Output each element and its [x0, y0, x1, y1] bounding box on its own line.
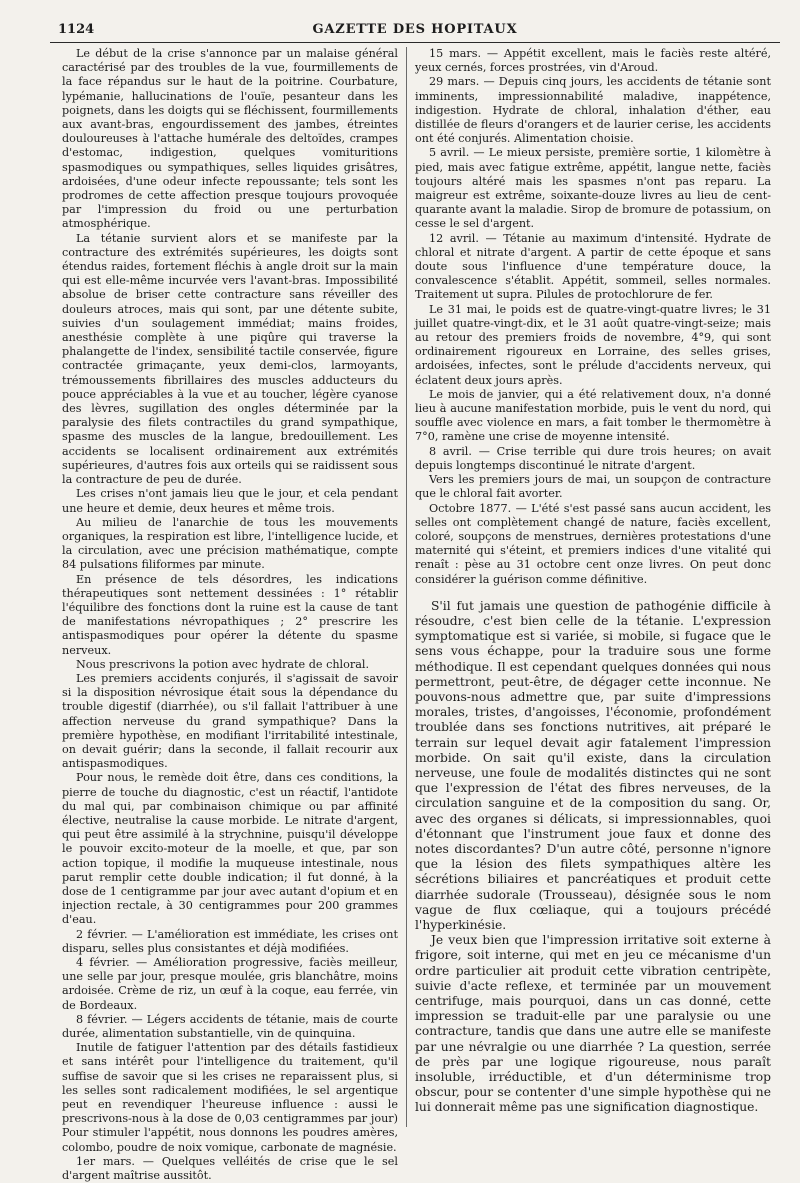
paragraph: Inutile de fatiguer l'attention par des détails fastidieux et sans intérêt pour l'intelligence du traitement, qu'il suffise de savoir que si les crises ne reparaissent plus, si les selles sont radicalement modifiées, le sel argentique peut en revendiquer l'heureuse influence : aussi le prescrivons-nous à la dose de 0,03 centigrammes par jour) Pour stimuler l'appétit, nous donnons les poudres amères, colombo, poudre de noix vomique, carbonate de magnésie. [62, 1041, 398, 1154]
header-rule [50, 42, 780, 43]
paragraph: 2 février. — L'amélioration est immédiate, les crises ont disparu, selles plus consistantes et déjà modifiées. [62, 927, 398, 955]
paragraph: 8 avril. — Crise terrible qui dure trois heures; on avait depuis longtemps discontinué le nitrate d'argent. [415, 444, 771, 472]
paragraph: Le début de la crise s'annonce par un malaise général caractérisé par des troubles de la vue, fourmillements de la face répandus sur le haut de la poitrine. Courbature, lypémanie, hallucinations de l'ouïe, pesanteur dans les poignets, dans les doigts qui se fléchissent, fourmillements aux avant-bras, engourdissement des jambes, étreintes douloureuses à l'attache humérale des deltoïdes, crampes d'estomac, indigestion, quelques vomituritions spasmodiques ou sympathiques, selles liquides grisâtres, ardoisées, d'une odeur infecte repoussante; tels sont les prodromes de cette affection presque toujours provoquée par l'impression du froid ou une perturbation atmosphérique. [62, 47, 398, 231]
paragraph: Les premiers accidents conjurés, il s'agissait de savoir si la disposition névrosique était sous la dépendance du trouble digestif (diarrhée), ou s'il fallait l'attribuer à une affection nerveuse du grand sympathique? Dans la première hypothèse, en modifiant l'irritabilité intestinale, on devait guérir; dans la seconde, il fallait recourir aux antispasmodiques. [62, 671, 398, 771]
paragraph: Pour nous, le remède doit être, dans ces conditions, la pierre de touche du diagnostic, c'est un réactif, l'antidote du mal qui, par combinaison chimique ou par affinité élective, neutralise la cause morbide. Le nitrate d'argent, qui peut être assimilé à la strychnine, puisqu'il développe le pouvoir excito-moteur de la moelle, et que, par son action topique, il modifie la muqueuse intestinale, nous parut remplir cette double indication; il fut donné, à la dose de 1 centigramme par jour avec autant d'opium et en injection rectale, à 30 centigrammes pour 200 grammes d'eau. [62, 771, 398, 927]
column-divider [406, 47, 407, 1127]
page-header [50, 18, 780, 42]
right-column [415, 47, 771, 1116]
discussion-section [415, 599, 771, 1116]
left-column [62, 47, 398, 1183]
paragraph: Le 31 mai, le poids est de quatre-vingt-quatre livres; le 31 juillet quatre-vingt-dix, et le 31 août quatre-vingt-seize; mais au retour des premiers froids de novembre, 4°9, qui sont ordinairement rigoureux en Lorraine, des selles grises, ardoisées, infectes, sont le prélude d'accidents nerveux, qui éclatent deux jours après. [415, 302, 771, 387]
paragraph: Je veux bien que l'impression irritative soit externe à frigore, soit interne, qui met en jeu ce mécanisme d'un ordre particulier ait produit cette vibration centripète, suivie d'acte reflexe, et terminée par un mouvement centrifuge, mais pourquoi, dans un cas donné, cette impression se traduit-elle par une paralysie ou une contracture, tandis que dans une autre elle se manifeste par une névralgie ou une diarrhée ? La question, serrée de près par une logique rigoureuse, nous paraît insoluble, irréductible, et d'un déterminisme trop obscur, pour se contenter d'une simple hypothèse qui ne lui donnerait même pas une signification diagnostique. [415, 933, 771, 1115]
paragraph: 1er mars. — Quelques velléités de crise que le sel d'argent maîtrise aussitôt. [62, 1154, 398, 1183]
journal-title: GAZETTE DES HOPITAUX [312, 22, 518, 37]
paragraph: Nous prescrivons la potion avec hydrate de chloral. [76, 657, 370, 671]
paragraph: Octobre 1877. — L'été s'est passé sans aucun accident, les selles ont complètement changé de nature, faciès excellent, coloré, soupçons de menstrues, dernières protestations d'une maternité qui s'éteint, et premiers indices d'une vitalité qui renaît : pèse au 31 octobre cent onze livres. On peut donc considérer la guérison comme définitive. [415, 501, 771, 586]
paragraph: Vers les premiers jours de mai, un soupçon de contracture que le chloral fait avorter. [415, 473, 771, 501]
paragraph: 29 mars. — Depuis cinq jours, les accidents de tétanie sont imminents, impressionnabilité maladive, inappétence, indigestion. Hydrate de chloral, inhalation d'éther, eau distillée de fleurs d'orangers et de laurier cerise, les accidents ont été conjurés. Alimentation choisie. [415, 75, 771, 146]
paragraph: Le mois de janvier, qui a été relativement doux, n'a donné lieu à aucune manifestation morbide, puis le vent du nord, qui souffle avec violence en mars, a fait tomber le thermomètre à 7°0, ramène une crise de moyenne intensité. [415, 387, 771, 444]
paragraph: 15 mars. — Appétit excellent, mais le faciès reste altéré, yeux cernés, forces prostrées, vin d'Aroud. [415, 47, 771, 75]
paragraph: La tétanie survient alors et se manifeste par la contracture des extrémités supérieures, les doigts sont étendus raides, fortement fléchis à angle droit sur la main qui est elle-même incurvée vers l'avant-bras. Impossibilité absolue de briser cette contracture sans réveiller des douleurs atroces, mais qui sont, par une détente subite, suivies d'un soulagement immédiat; mains froides, anesthésie complète à une piqûre qui traverse la phalangette de l'index, sensibilité tactile conservée, figure contractée grimaçante, yeux demi-clos, larmoyants, trémoussements fibrillaires des muscles adducteurs du pouce appréciables à la vue et au toucher, légère cyanose des lèvres, sugillation des ongles déterminée par la paralysie des filets contractiles du grand sympathique, spasme des muscles de la langue, bredouillement. Les accidents se localisent ordinairement aux extrémités supérieures, d'autres fois aux orteils qui se raidissent sous la contracture de peu de durée. [62, 231, 398, 487]
paragraph: En présence de tels désordres, les indications thérapeutiques sont nettement dessinées : 1° rétablir l'équilibre des fonctions dont la ruine est la cause de tant de manifestations névropathiques ; 2° prescrire les antispasmodiques pour opérer la détente du spasme nerveux. [62, 572, 398, 657]
paragraph: 12 avril. — Tétanie au maximum d'intensité. Hydrate de chloral et nitrate d'argent. A partir de cette époque et sans doute sous l'influence d'une température douce, la convalescence s'établit. Appétit, sommeil, selles normales. Traitement ut supra. Pilules de protochlorure de fer. [415, 231, 771, 302]
paragraph: Les crises n'ont jamais lieu que le jour, et cela pendant une heure et demie, deux heures et même trois. [62, 487, 398, 515]
paragraph: Au milieu de l'anarchie de tous les mouvements organiques, la respiration est libre, l'intelligence lucide, et la circulation, avec une précision mathématique, compte 84 pulsations filiformes par minute. [62, 515, 398, 572]
paragraph: 4 février. — Amélioration progressive, faciès meilleur, une selle par jour, presque moulée, gris blanchâtre, moins ardoisée. Crème de riz, un œuf à la coque, eau ferrée, vin de Bordeaux. [62, 956, 398, 1012]
paragraph: 8 février. — Légers accidents de tétanie, mais de courte durée, alimentation substantielle, vin de quinquina. [62, 1012, 398, 1041]
paragraph: 5 avril. — Le mieux persiste, première sortie, 1 kilomètre à pied, mais avec fatigue extrême, appétit, langue nette, faciès toujours altéré mais les spasmes n'ont pas reparu. La maigreur est extrême, soixante-douze livres au lieu de cent-quarante avant la maladie. Sirop de bromure de potassium, on cesse le sel d'argent. [415, 146, 771, 231]
paragraph: S'il fut jamais une question de pathogénie difficile à résoudre, c'est bien celle de la tétanie. L'expression symptomatique est si variée, si mobile, si fugace que le sens vous échappe, pour la traduire sous une forme méthodique. Il est cependant quelques données qui nous permettront, peut-être, de dégager cette inconnue. Ne pouvons-nous admettre que, par suite d'impressions morales, tristes, d'angoisses, l'économie, profondément troublée dans ses fonctions nutritives, ait préparé le terrain sur lequel devait agir fatalement l'impression morbide. On sait qu'il existe, dans la circulation nerveuse, une foule de modalités distinctes qui ne sont que l'expression de l'état des fibres nerveuses, de la circulation sanguine et de la composition du sang. Or, avec des organes si délicats, si impressionnables, quoi d'étonnant que l'instrument joue faux et donne des notes discordantes? D'un autre côté, personne n'ignore que la lésion des filets sympathiques altère les sécrétions biliaires et pancréatiques et produit cette diarrhée sudorale (Trousseau), désignée sous le nom vague de flux cœliaque, qui a toujours précédé l'hyperkinésie. [415, 598, 771, 932]
page-number: 1124 [58, 22, 95, 37]
